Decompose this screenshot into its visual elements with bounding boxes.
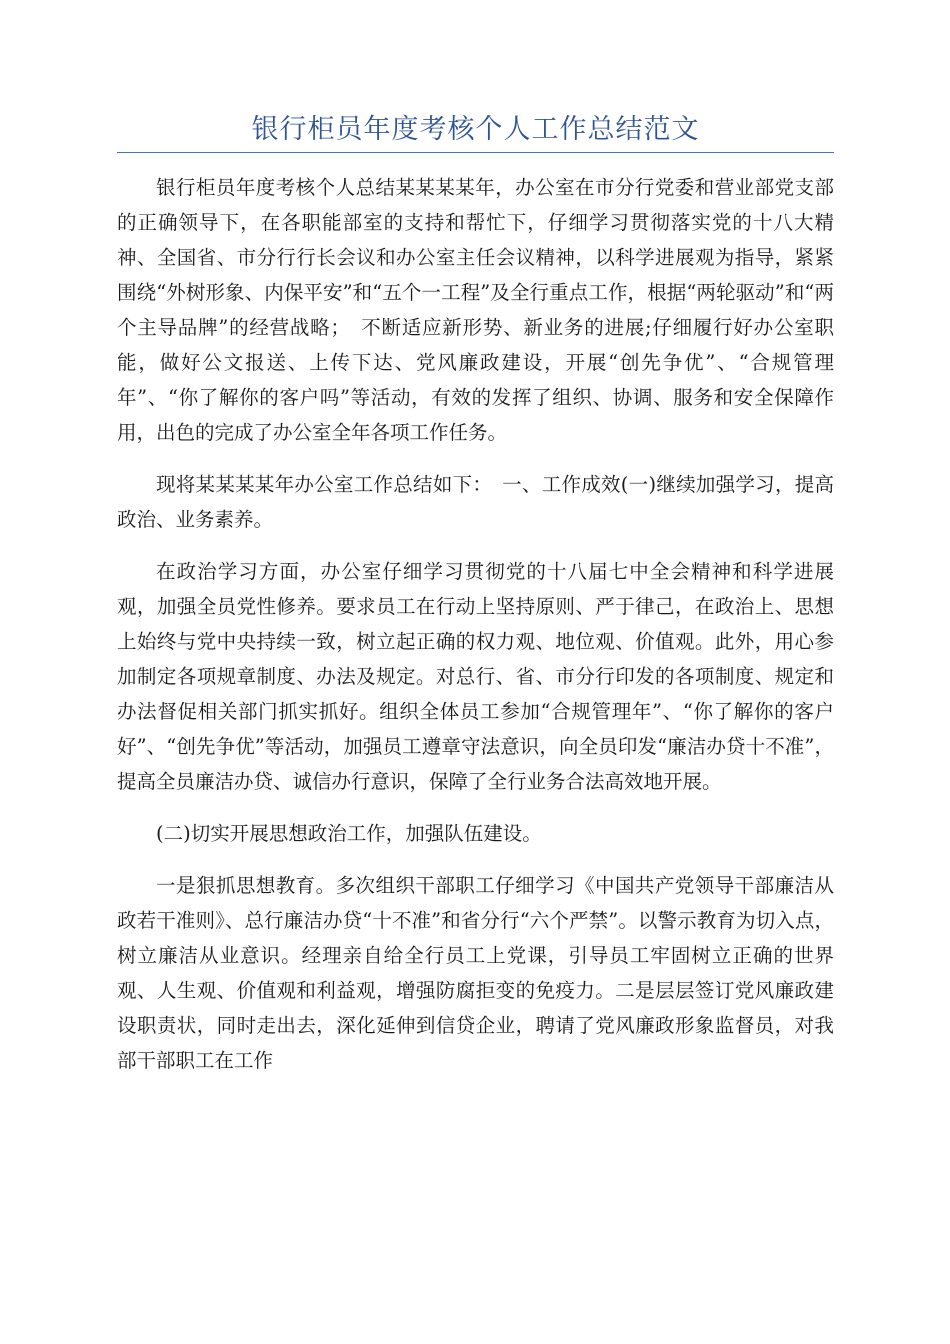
paragraph-summary-heading: 现将某某某某年办公室工作总结如下： 一、工作成效(一)继续加强学习，提高政治、业务素养。: [117, 473, 834, 531]
document-page: [117, 108, 834, 1095]
paragraph-political-study: 在政治学习方面，办公室仔细学习贯彻党的十八届七中全会精神和科学进展观，加强全员党性修养。要求员工在行动上坚持原则、严于律己，在政治上、思想上始终与党中央持续一致，树立起正确的权力观、地位观、价值观。此外，用心参加制定各项规章制度、办法及规定。对总行、省、市分行印发的各项制度、规定和办法督促相关部门抓实抓好。组织全体员工参加“合规管理年”、“你了解你的客户好”、“创先争优”等活动，加强员工遵章守法意识，向全员印发“廉洁办贷十不准”，提高全员廉洁办贷、诚信办行意识，保障了全行业务合法高效地开展。: [117, 560, 834, 793]
paragraph-section-two-heading: (二)切实开展思想政治工作，加强队伍建设。: [156, 822, 542, 845]
document-title: 银行柜员年度考核个人工作总结范文: [251, 114, 700, 145]
document-body: [117, 170, 834, 1078]
title-underline: [117, 152, 834, 153]
paragraph-intro: 银行柜员年度考核个人总结某某某某年，办公室在市分行党委和营业部党支部的正确领导下，在各职能部室的支持和帮忙下，仔细学习贯彻落实党的十八大精神、全国省、市分行行长会议和办公室主任会议精神，以科学进展观为指导，紧紧围绕“外树形象、内保平安”和“五个一工程”及全行重点工作，根据“两轮驱动”和“两个主导品牌”的经营战略； 不断适应新形势、新业务的进展;仔细履行好办公室职能，做好公文报送、上传下达、党风廉政建设，开展“创先争优”、“合规管理年”、“你了解你的客户吗”等活动，有效的发挥了组织、协调、服务和安全保障作用，出色的完成了办公室全年各项工作任务。: [117, 176, 834, 444]
paragraph-ideological-education: 一是狠抓思想教育。多次组织干部职工仔细学习《中国共产党领导干部廉洁从政若干准则》、总行廉洁办贷“十不准”和省分行“六个严禁”。以警示教育为切入点，树立廉洁从业意识。经理亲自给全行员工上党课，引导员工牢固树立正确的世界观、人生观、价值观和利益观，增强防腐拒变的免疫力。二是层层签订党风廉政建设职责状，同时走出去，深化延伸到信贷企业，聘请了党风廉政形象监督员，对我部干部职工在工作: [117, 874, 834, 1072]
